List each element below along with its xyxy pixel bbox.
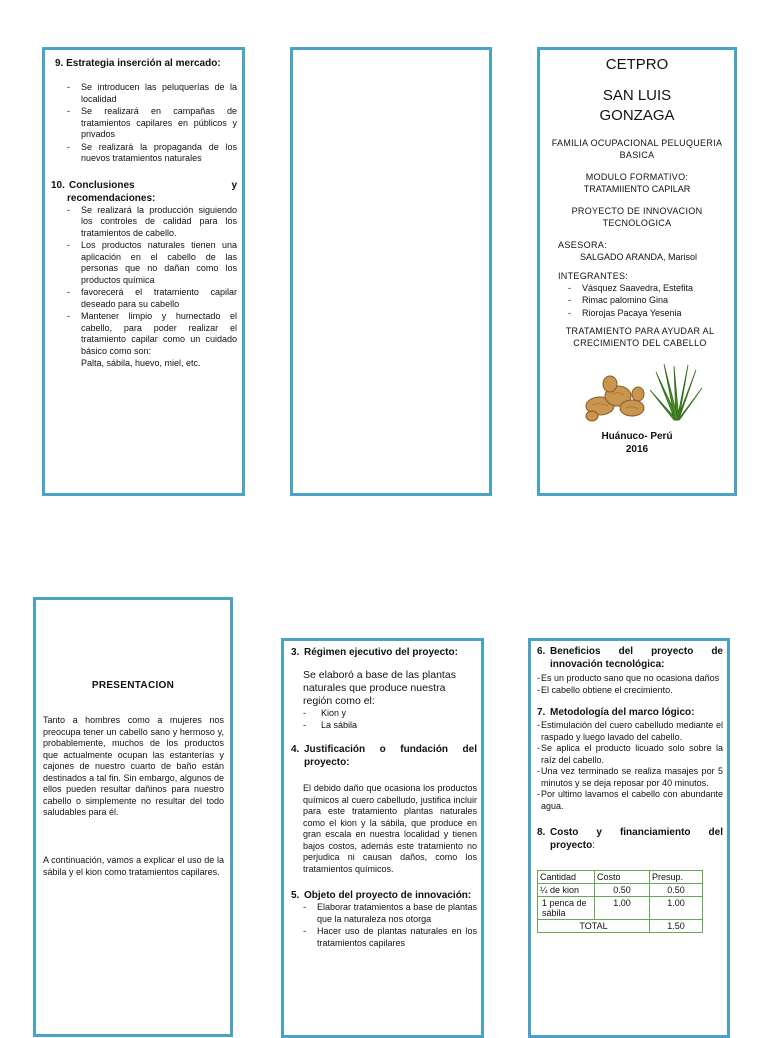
school-name: CETPRO: [605, 56, 669, 73]
strategy-section: [51, 57, 237, 370]
table-row: [538, 897, 703, 920]
list-item: - favorecerá el tratamiento capilar deseado para su cabello: [63, 287, 237, 310]
objective-list: [291, 902, 477, 949]
list-item: - Se realizará en campañas de tratamientos capilares en públicos y privados: [63, 106, 237, 141]
school-title-line2: GONZAGA: [599, 107, 675, 124]
list-item: - Rimac palomino Gina: [564, 295, 728, 307]
list-item: - Se realizará la producción siguiendo los controles de calidad para los tratamientos de cabello.: [63, 205, 237, 240]
table-cell: 1 penca de sábila: [538, 897, 595, 920]
module-label: MODULO FORMATIVO:: [585, 172, 689, 182]
list-item: - Se aplica el producto licuado solo sobre la raíz del cabello.: [537, 743, 723, 766]
conclusions-list: [51, 205, 237, 358]
advisor-name: SALGADO ARANDA, Marisol: [580, 251, 698, 262]
list-item: - Mantener limpio y humectado el cabello, para poder realizar el tratamiento capilar como un cuidado básico como son:: [63, 311, 237, 357]
table-total-value: 1.50: [650, 920, 703, 933]
justification-text: El debido daño que ocasiona los productos químicos al cuero cabelludo, justifica incluir para este tratamiento plantas naturales como el kion y la sábila, que produce en gran escala en nuestra localidad y tienen bajos costos, además este tratamiento no perjudica ni causan daños, como los tratamientos químicos.: [303, 783, 477, 874]
members-label: INTEGRANTES:: [558, 271, 629, 281]
presentation-paragraph-1: Tanto a hombres como a mujeres nos preocupa tener un cabello sano y hermoso y, probablemente, muchos de los productos que actualmente ocupan las estanterías y cajones de nuestro cuarto de baño están destinados a tal fin. Sin embargo, algunos de ellos pueden resultar dañinos para nuestro cabello o simplemente no resultar del todo saludables para él.: [43, 715, 224, 817]
list-item: - Riorojas Pacaya Yesenia: [564, 308, 728, 320]
table-cell: 0.50: [650, 884, 703, 897]
members-list: [558, 283, 728, 320]
module-value: TRATAMIIENTO CAPILAR: [583, 183, 691, 194]
table-total-row: [538, 920, 703, 933]
justification-title: 4. Justificación o fundación del proyecto:: [291, 744, 477, 768]
regime-title: 3. Régimen ejecutivo del proyecto:: [291, 647, 458, 658]
list-item: - Una vez terminado se realiza masajes por 5 minutos y se deja reposar por 40 minutos.: [537, 766, 723, 789]
panel-strategy: [42, 47, 245, 496]
project-type: PROYECTO DE INNOVACION TECNOLOGICA: [571, 206, 703, 228]
presentation-paragraph-2: A continuación, vamos a explicar el uso de la sábila y el kion como tratamientos capilares.: [43, 855, 224, 877]
ginger-illustration: [580, 372, 650, 424]
list-item: - Es un producto sano que no ocasiona daños: [537, 673, 723, 685]
list-item: - Se realizará la propaganda de los nuevos tratamientos naturales: [63, 142, 237, 165]
advisor-label: ASESORA:: [558, 240, 608, 250]
table-cell: 0.50: [595, 884, 650, 897]
strategy-list: [51, 82, 237, 165]
list-item: - Vásquez Saavedra, Estefita: [564, 283, 728, 295]
table-header: Costo: [595, 871, 650, 884]
presentation-title: PRESENTACION: [91, 680, 175, 691]
list-item: - Estimulación del cuero cabelludo mediante el raspado y luego lavado del cabello.: [537, 720, 723, 743]
benefits-list: [537, 673, 723, 696]
conclusions-tail: Palta, sábila, huevo, miel, etc.: [81, 358, 201, 368]
list-item: - Se introducen las peluquerías de la localidad: [63, 82, 237, 105]
regime-list: [291, 708, 477, 731]
table-cell: ¼ de kion: [538, 884, 595, 897]
school-title-line1: SAN LUIS: [602, 87, 672, 104]
panel-project-details: [281, 638, 484, 1038]
objective-title: 5. Objeto del proyecto de innovación:: [291, 890, 472, 901]
table-header: Cantidad: [538, 871, 595, 884]
cost-title: 8. Costo y financiamiento del proyecto:: [537, 827, 723, 851]
panel-cover: [537, 47, 737, 496]
occupational-family: FAMILIA OCUPACIONAL PELUQUERIA BASICA: [551, 138, 723, 160]
panel-blank: [290, 47, 492, 496]
table-cell: 1.00: [650, 897, 703, 920]
methodology-title: 7. Metodología del marco lógico:: [537, 707, 695, 718]
strategy-title: 9. Estrategia inserción al mercado:: [55, 58, 221, 69]
list-item: - La sábila: [303, 720, 477, 732]
panel-benefits-costs: [528, 638, 730, 1038]
list-item: - Hacer uso de plantas naturales en los tratamientos capilares: [299, 926, 477, 949]
list-item: - Elaborar tratamientos a base de plantas que la naturaleza nos otorga: [299, 902, 477, 925]
table-cell: 1.00: [595, 897, 650, 920]
table-header: Presup.: [650, 871, 703, 884]
aloe-vera-illustration: [648, 362, 704, 422]
methodology-list: [537, 720, 723, 812]
table-header-row: [538, 871, 703, 884]
year: 2016: [625, 444, 649, 455]
panel-presentation: [33, 597, 233, 1037]
table-row: [538, 884, 703, 897]
regime-text: Se elaboró a base de las plantas naturales que produce nuestra región como el:: [303, 669, 456, 707]
conclusions-title: 10. Conclusiones y recomendaciones:: [51, 179, 237, 204]
cost-table: [537, 870, 703, 933]
treatment-title: TRATAMIENTO PARA AYUDAR AL CRECIMIENTO DEL CABELLO: [565, 326, 715, 348]
table-total-label: TOTAL: [538, 920, 650, 933]
list-item: - Por ultimo lavamos el cabello con abundante agua.: [537, 789, 723, 812]
benefits-title: 6. Beneficios del proyecto de innovación tecnológica:: [537, 646, 723, 670]
list-item: - El cabello obtiene el crecimiento.: [537, 685, 723, 697]
location: Huánuco- Perú: [601, 431, 673, 442]
list-item: - Kion y: [303, 708, 477, 720]
list-item: - Los productos naturales tienen una aplicación en el cabello de las personas que no dañan como los productos química: [63, 240, 237, 286]
